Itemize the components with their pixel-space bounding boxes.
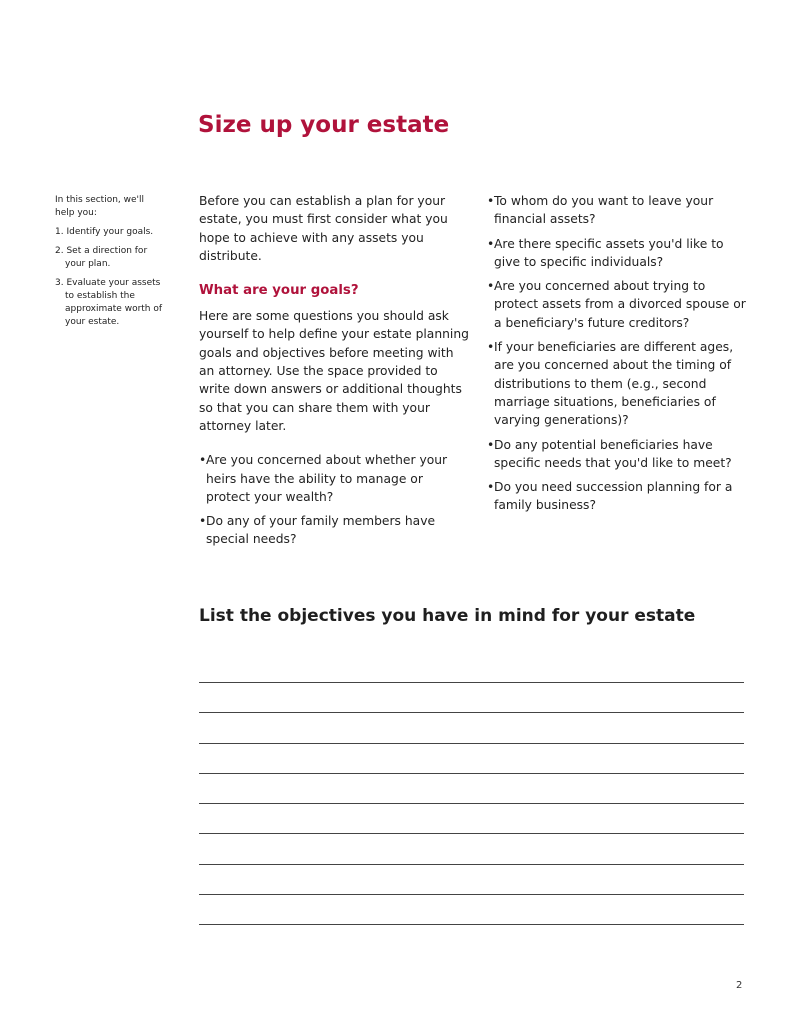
answer-line[interactable] bbox=[199, 836, 744, 865]
bullet-icon: • bbox=[487, 279, 495, 294]
list-item: •Are you concerned about trying to protect assets from a divorced spouse or a beneficiary's future creditors? bbox=[487, 279, 746, 330]
bullet-icon: • bbox=[487, 480, 495, 495]
answer-line[interactable] bbox=[199, 684, 744, 713]
sidebar-intro: In this section, we'll help you: bbox=[55, 195, 145, 218]
list-item: •Are there specific assets you'd like to give to specific individuals? bbox=[487, 236, 724, 269]
list-item: •Are you concerned about whether your heirs have the ability to manage or protect your wealth? bbox=[199, 453, 448, 504]
bullet-icon: • bbox=[487, 194, 495, 208]
sidebar-step: 1. Identify your goals. bbox=[55, 227, 154, 237]
goals-heading: What are your goals? bbox=[199, 283, 359, 299]
bullet-icon: • bbox=[199, 453, 207, 468]
sidebar-step: 3. Evaluate your assets to establish the approximate worth of your estate. bbox=[55, 278, 163, 327]
answer-line[interactable] bbox=[199, 745, 744, 774]
section-sidebar bbox=[55, 194, 165, 335]
list-item: •To whom do you want to leave your financial assets? bbox=[487, 194, 714, 227]
sidebar-steps bbox=[55, 226, 165, 329]
sidebar-step: 2. Set a direction for your plan. bbox=[55, 246, 148, 269]
bullet-icon: • bbox=[487, 437, 495, 452]
questions-list-right bbox=[487, 192, 749, 515]
list-item: •Do you need succession planning for a family business? bbox=[487, 480, 733, 513]
right-column bbox=[487, 192, 749, 521]
answer-line[interactable] bbox=[199, 715, 744, 744]
answer-line[interactable] bbox=[199, 654, 744, 683]
answer-lines bbox=[199, 654, 744, 927]
bullet-icon: • bbox=[487, 340, 495, 355]
list-item: •If your beneficiaries are different ages, are you concerned about the timing of distributions to them (e.g., second marriage situations, beneficiaries of varying generations)? bbox=[487, 340, 734, 428]
page-number: 2 bbox=[736, 980, 743, 991]
answer-line[interactable] bbox=[199, 866, 744, 895]
objectives-heading: List the objectives you have in mind for your estate bbox=[199, 606, 696, 626]
answer-line[interactable] bbox=[199, 805, 744, 834]
goals-paragraph: Here are some questions you should ask yourself to help define your estate planning goals and objectives before meeting with an attorney. Use the space provided to write down answers or additional thoughts so that you can share them with your attorney later. bbox=[199, 309, 469, 433]
questions-list-left bbox=[199, 451, 469, 548]
list-item: •Do any of your family members have special needs? bbox=[199, 514, 436, 547]
intro-paragraph: Before you can establish a plan for your estate, you must first consider what you hope to achieve with any assets you distribute. bbox=[199, 194, 448, 263]
bullet-icon: • bbox=[199, 514, 207, 529]
answer-line[interactable] bbox=[199, 775, 744, 804]
left-column bbox=[199, 192, 469, 555]
list-item: •Do any potential beneficiaries have specific needs that you'd like to meet? bbox=[487, 437, 732, 470]
answer-line[interactable] bbox=[199, 896, 744, 925]
page-title: Size up your estate bbox=[198, 112, 450, 138]
bullet-icon: • bbox=[487, 236, 495, 251]
